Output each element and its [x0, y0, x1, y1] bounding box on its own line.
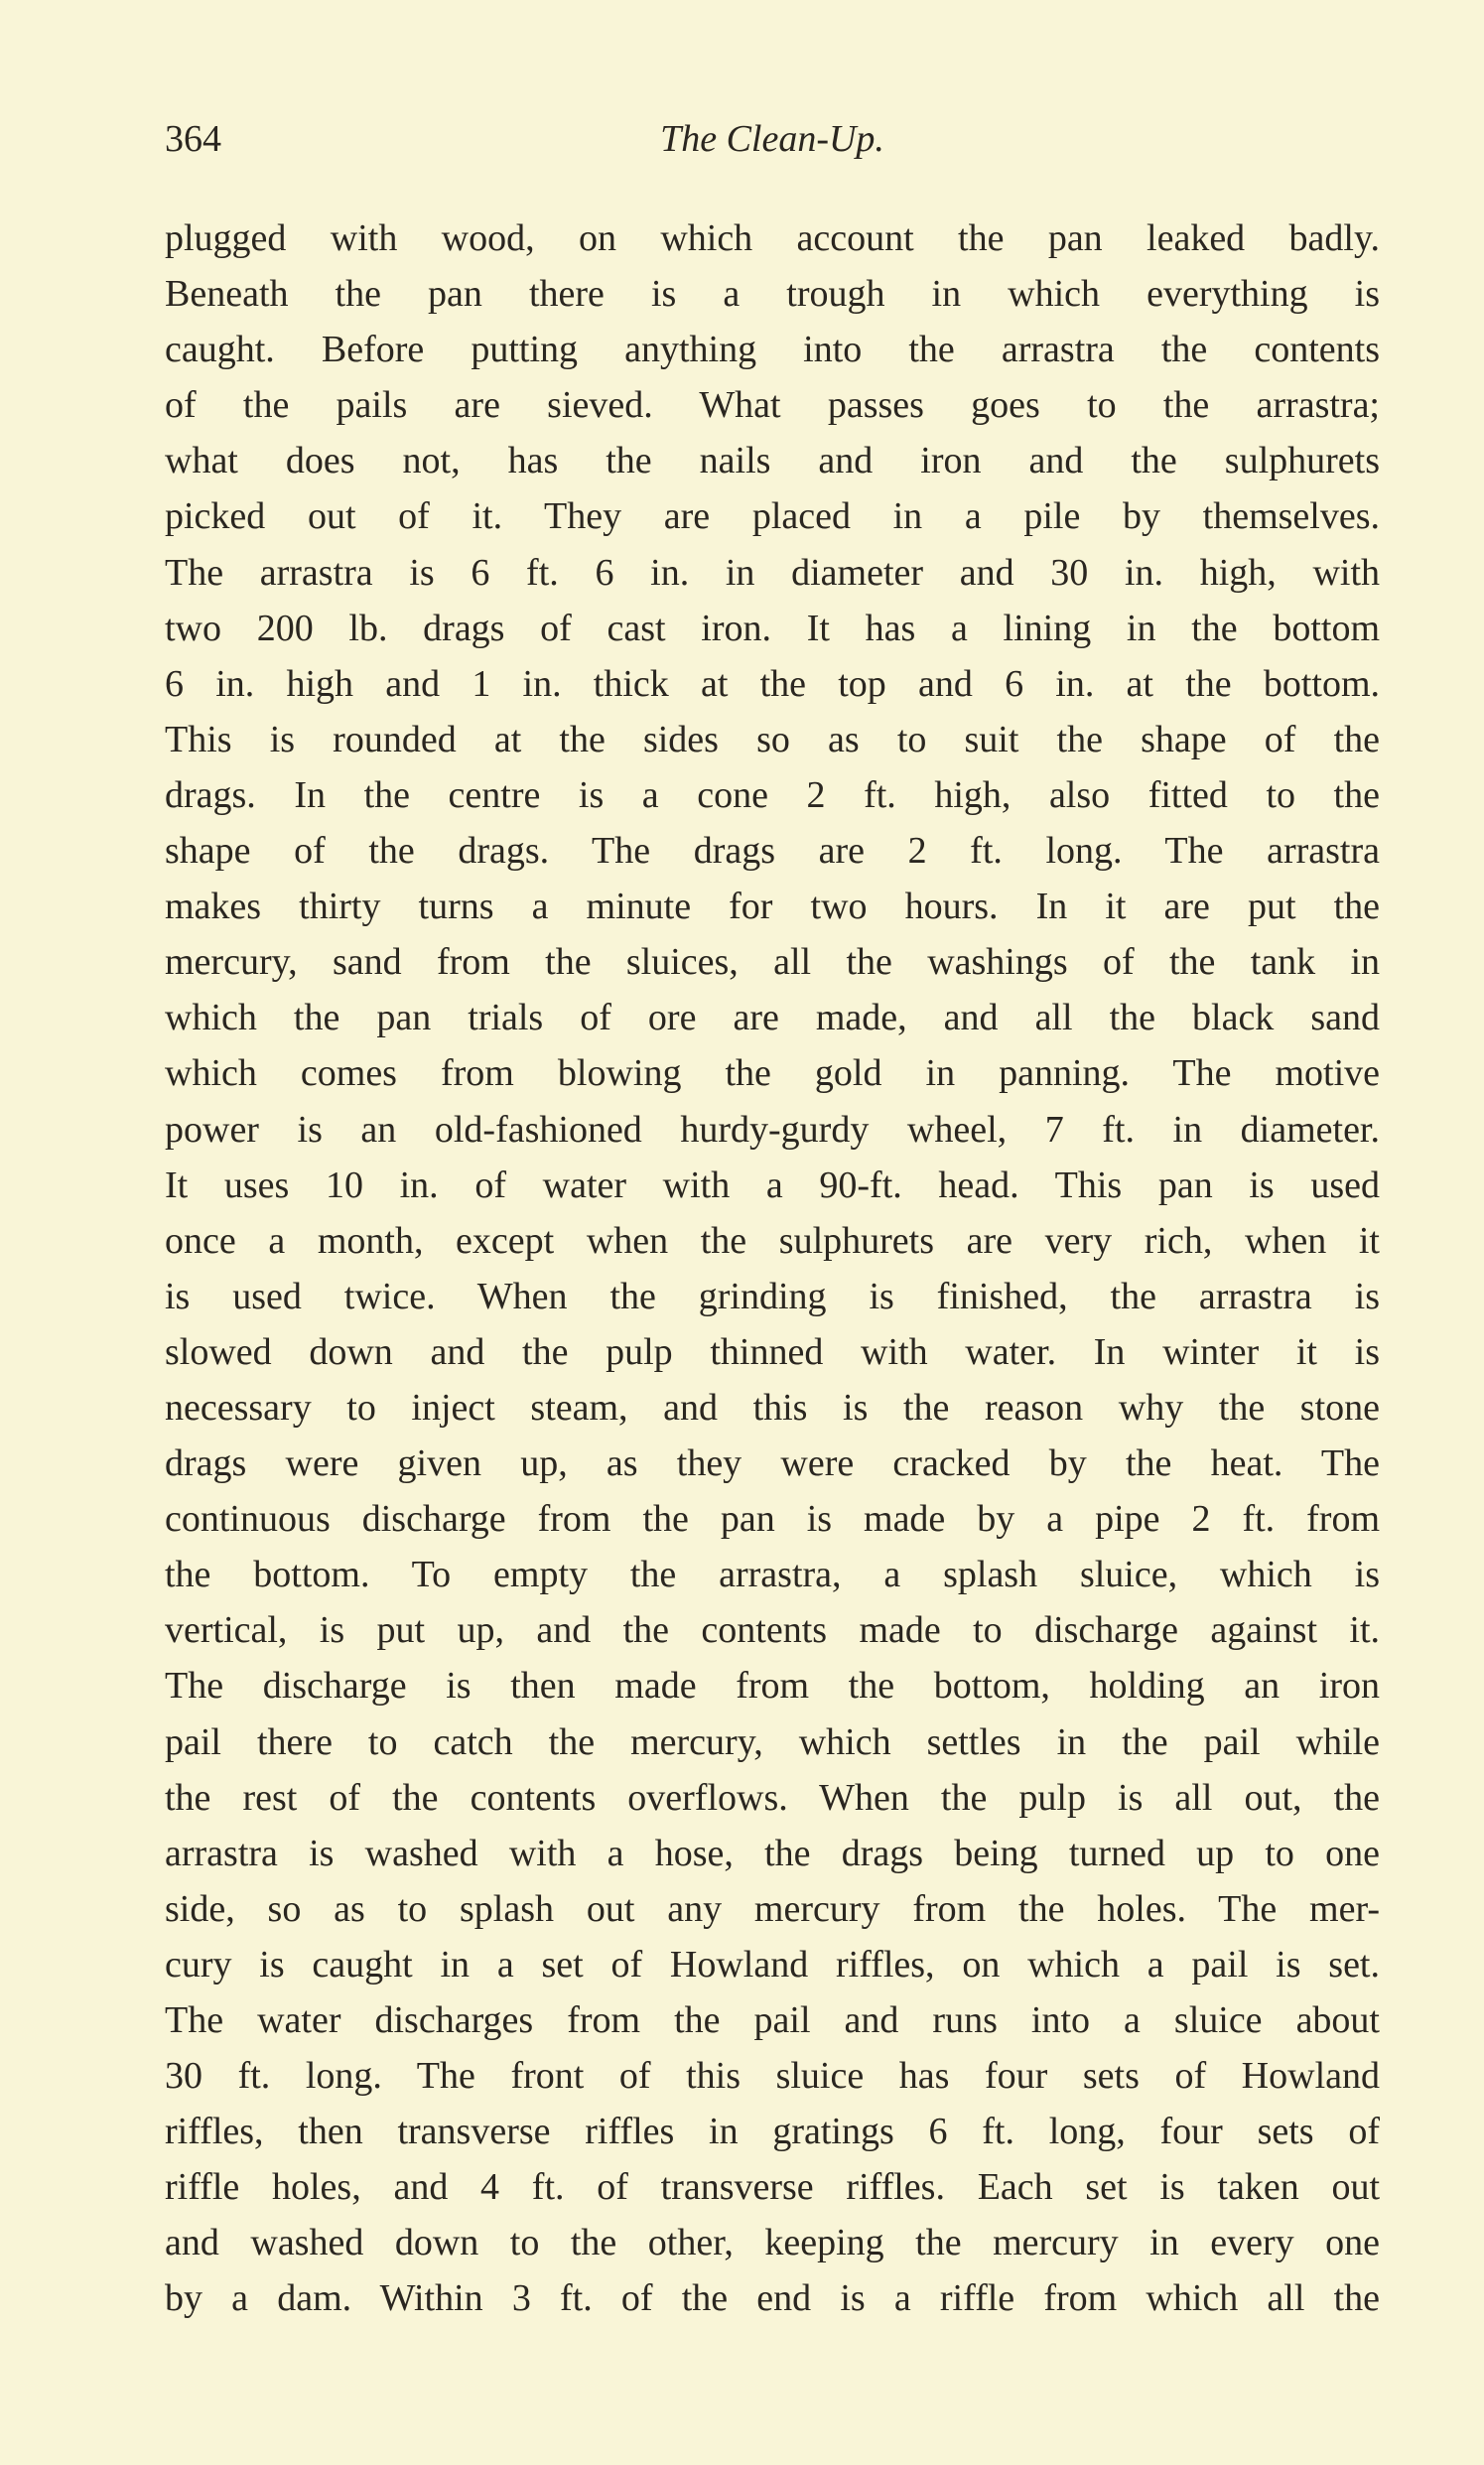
text-line: which comes from blowing the gold in panning. The motive	[165, 1052, 1380, 1095]
text-line: Beneath the pan there is a trough in which everything is	[165, 273, 1380, 316]
page-number: 364	[165, 118, 221, 160]
text-line: cury is caught in a set of Howland riffles, on which a pail is set.	[165, 1943, 1380, 1986]
text-line: drags were given up, as they were cracked by the heat. The	[165, 1442, 1380, 1485]
text-line: and washed down to the other, keeping the mercury in every one	[165, 2222, 1380, 2264]
text-line: plugged with wood, on which account the pan leaked badly.	[165, 217, 1380, 259]
text-line: of the pails are sieved. What passes goes to the arrastra;	[165, 384, 1380, 427]
text-line: This is rounded at the sides so as to suit the shape of the	[165, 718, 1380, 760]
text-line: which the pan trials of ore are made, and all the black sand	[165, 997, 1380, 1039]
text-line: The arrastra is 6 ft. 6 in. in diameter and 30 in. high, with	[165, 551, 1380, 594]
text-line: arrastra is washed with a hose, the drags being turned up to one	[165, 1832, 1380, 1874]
page-header	[165, 117, 1380, 167]
text-line: 30 ft. long. The front of this sluice has four sets of Howland	[165, 2055, 1380, 2098]
text-line: power is an old-fashioned hurdy-gurdy wheel, 7 ft. in diameter.	[165, 1108, 1380, 1151]
text-line: mercury, sand from the sluices, all the washings of the tank in	[165, 941, 1380, 984]
text-line: once a month, except when the sulphurets are very rich, when it	[165, 1219, 1380, 1262]
body-text	[165, 210, 1380, 2327]
text-line: shape of the drags. The drags are 2 ft. long. The arrastra	[165, 830, 1380, 873]
text-line: necessary to inject steam, and this is the reason why the stone	[165, 1386, 1380, 1429]
text-line: side, so as to splash out any mercury from the holes. The mer-	[165, 1887, 1380, 1930]
text-line: two 200 lb. drags of cast iron. It has a lining in the bottom	[165, 607, 1380, 649]
text-line: The water discharges from the pail and runs into a sluice about	[165, 1999, 1380, 2041]
text-line: makes thirty turns a minute for two hours. In it are put the	[165, 886, 1380, 928]
text-line: riffles, then transverse riffles in gratings 6 ft. long, four sets of	[165, 2111, 1380, 2153]
text-line: the rest of the contents overflows. When the pulp is all out, the	[165, 1776, 1380, 1819]
text-line: It uses 10 in. of water with a 90-ft. head. This pan is used	[165, 1164, 1380, 1206]
text-line: continuous discharge from the pan is made by a pipe 2 ft. from	[165, 1498, 1380, 1541]
text-line: picked out of it. They are placed in a pile by themselves.	[165, 495, 1380, 538]
text-line: what does not, has the nails and iron and the sulphurets	[165, 440, 1380, 482]
text-line: riffle holes, and 4 ft. of transverse riffles. Each set is taken out	[165, 2166, 1380, 2209]
text-line: The discharge is then made from the bottom, holding an iron	[165, 1665, 1380, 1708]
running-title: The Clean-Up.	[660, 118, 884, 160]
text-line: drags. In the centre is a cone 2 ft. high, also fitted to the	[165, 773, 1380, 816]
text-line: is used twice. When the grinding is finished, the arrastra is	[165, 1275, 1380, 1317]
text-line: slowed down and the pulp thinned with water. In winter it is	[165, 1330, 1380, 1373]
text-line: the bottom. To empty the arrastra, a splash sluice, which is	[165, 1554, 1380, 1596]
text-line: by a dam. Within 3 ft. of the end is a riffle from which all the	[165, 2277, 1380, 2320]
text-line: 6 in. high and 1 in. thick at the top and 6 in. at the bottom.	[165, 662, 1380, 705]
text-line: caught. Before putting anything into the arrastra the contents	[165, 329, 1380, 371]
text-line: pail there to catch the mercury, which settles in the pail while	[165, 1720, 1380, 1763]
text-line: vertical, is put up, and the contents made to discharge against it.	[165, 1609, 1380, 1652]
